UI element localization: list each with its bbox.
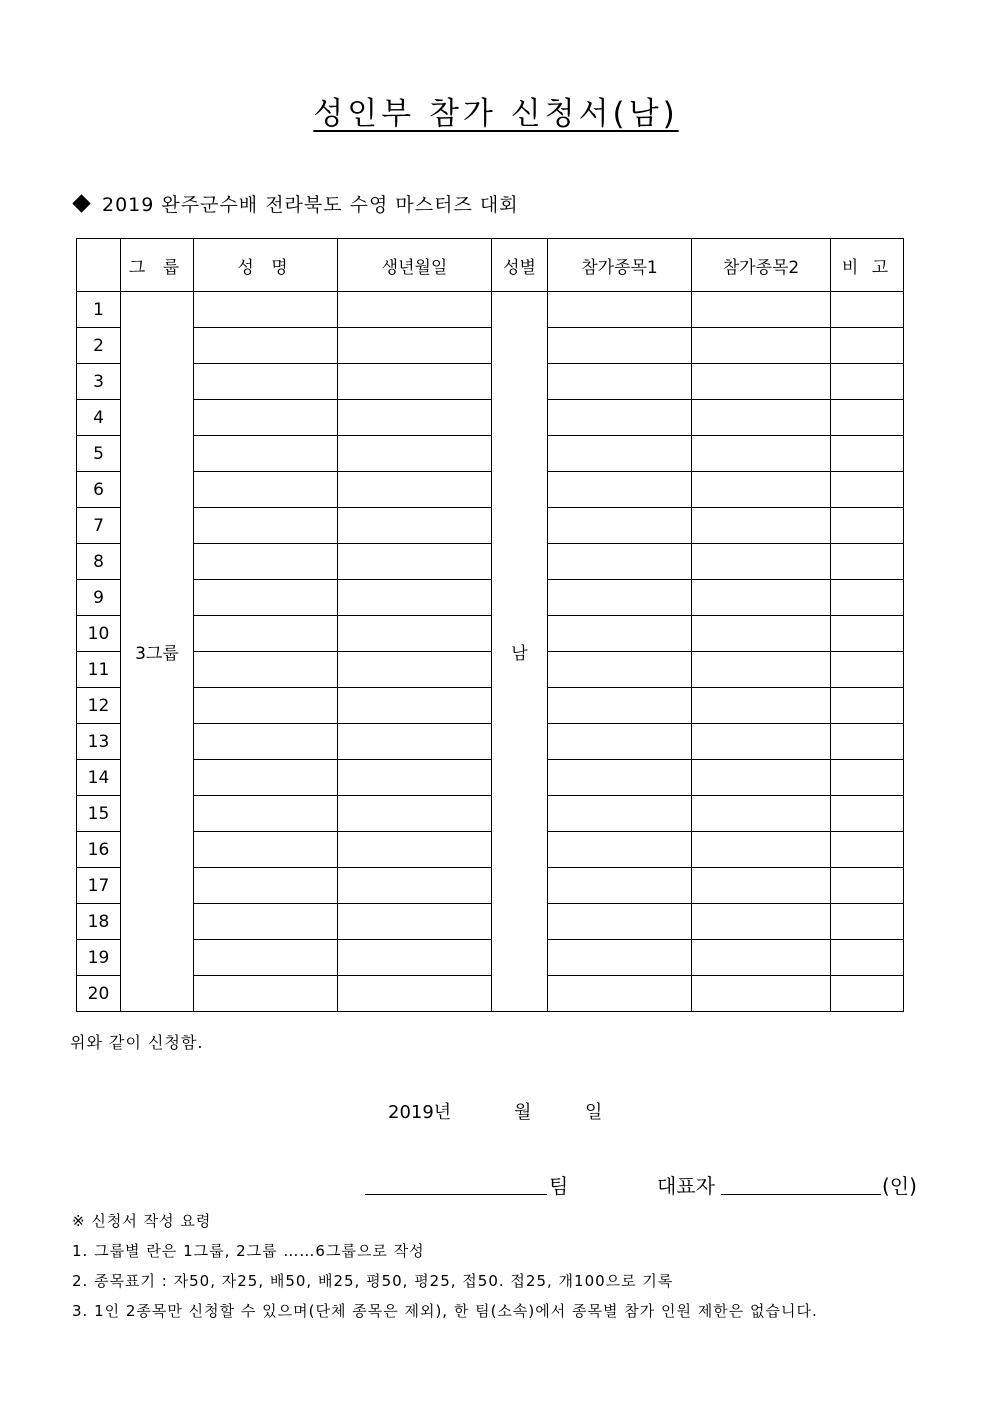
event2-cell[interactable] (692, 328, 831, 364)
remarks-cell[interactable] (831, 724, 904, 760)
birthdate-cell[interactable] (338, 796, 492, 832)
remarks-cell[interactable] (831, 292, 904, 328)
event2-cell[interactable] (692, 904, 831, 940)
name-cell[interactable] (194, 832, 338, 868)
birthdate-cell[interactable] (338, 508, 492, 544)
birthdate-cell[interactable] (338, 364, 492, 400)
table-header-row (77, 239, 904, 292)
birthdate-cell[interactable] (338, 940, 492, 976)
event2-cell[interactable] (692, 364, 831, 400)
birthdate-cell[interactable] (338, 904, 492, 940)
remarks-cell[interactable] (831, 508, 904, 544)
diamond-bullet-icon (72, 194, 90, 212)
event1-cell[interactable] (548, 724, 692, 760)
event2-cell[interactable] (692, 940, 831, 976)
name-cell[interactable] (194, 940, 338, 976)
event1-cell[interactable] (548, 544, 692, 580)
row-number: 7 (77, 508, 121, 544)
header-cell (77, 239, 121, 292)
row-number: 13 (77, 724, 121, 760)
row-number: 10 (77, 616, 121, 652)
event-line (72, 190, 519, 217)
birthdate-cell[interactable] (338, 724, 492, 760)
birthdate-cell[interactable] (338, 328, 492, 364)
table-row (77, 508, 904, 544)
guide-item: 2. 종목표기 : 자50, 자25, 배50, 배25, 평50, 평25, 접50. 접25, 개100으로 기록 (72, 1272, 674, 1290)
remarks-cell[interactable] (831, 940, 904, 976)
table-row (77, 652, 904, 688)
name-cell[interactable] (194, 760, 338, 796)
group-cell: 3그룹 (121, 292, 194, 1012)
event1-cell[interactable] (548, 364, 692, 400)
name-cell[interactable] (194, 724, 338, 760)
event1-cell[interactable] (548, 652, 692, 688)
header-cell-group: 그 룹 (121, 239, 194, 292)
event1-cell[interactable] (548, 580, 692, 616)
document-title: 성인부 참가 신청서(남) (313, 96, 679, 132)
birthdate-cell[interactable] (338, 580, 492, 616)
remarks-cell[interactable] (831, 904, 904, 940)
remarks-cell[interactable] (831, 328, 904, 364)
birthdate-cell[interactable] (338, 976, 492, 1012)
representative-name-field[interactable] (721, 1170, 881, 1195)
date-year: 2019년 (388, 1102, 452, 1123)
header-cell-remarks: 비 고 (831, 239, 904, 292)
row-number: 2 (77, 328, 121, 364)
table-row (77, 292, 904, 328)
remarks-cell[interactable] (831, 472, 904, 508)
event2-cell[interactable] (692, 292, 831, 328)
name-cell[interactable] (194, 364, 338, 400)
birthdate-cell[interactable] (338, 400, 492, 436)
remarks-cell[interactable] (831, 400, 904, 436)
name-cell[interactable] (194, 904, 338, 940)
event1-cell[interactable] (548, 796, 692, 832)
event1-cell[interactable] (548, 832, 692, 868)
event-name: 2019 완주군수배 전라북도 수영 마스터즈 대회 (102, 194, 519, 216)
date-day: 일 (585, 1102, 603, 1123)
birthdate-cell[interactable] (338, 868, 492, 904)
remarks-cell[interactable] (831, 832, 904, 868)
birthdate-cell[interactable] (338, 652, 492, 688)
event1-cell[interactable] (548, 760, 692, 796)
name-cell[interactable] (194, 796, 338, 832)
table-row (77, 400, 904, 436)
row-number: 1 (77, 292, 121, 328)
name-cell[interactable] (194, 580, 338, 616)
row-number: 5 (77, 436, 121, 472)
event2-cell[interactable] (692, 472, 831, 508)
remarks-cell[interactable] (831, 796, 904, 832)
table-row (77, 580, 904, 616)
name-cell[interactable] (194, 508, 338, 544)
header-cell-event2: 참가종목2 (692, 239, 831, 292)
remarks-cell[interactable] (831, 760, 904, 796)
remarks-cell[interactable] (831, 544, 904, 580)
birthdate-cell[interactable] (338, 436, 492, 472)
representative-label: 대표자 (657, 1174, 715, 1198)
table-row (77, 976, 904, 1012)
event1-cell[interactable] (548, 904, 692, 940)
header-cell-event1: 참가종목1 (548, 239, 692, 292)
row-number: 19 (77, 940, 121, 976)
name-cell[interactable] (194, 616, 338, 652)
event2-cell[interactable] (692, 976, 831, 1012)
event2-cell[interactable] (692, 760, 831, 796)
event1-cell[interactable] (548, 616, 692, 652)
applied-note: 위와 같이 신청함. (70, 1033, 204, 1052)
table-row (77, 544, 904, 580)
header-cell-birthdate: 생년월일 (338, 239, 492, 292)
remarks-cell[interactable] (831, 436, 904, 472)
table-row (77, 868, 904, 904)
row-number: 8 (77, 544, 121, 580)
document-title-wrap (0, 88, 992, 133)
gender-cell: 남 (492, 292, 548, 1012)
event1-cell[interactable] (548, 400, 692, 436)
header-cell-gender: 성별 (492, 239, 548, 292)
table-row (77, 436, 904, 472)
birthdate-cell[interactable] (338, 832, 492, 868)
row-number: 15 (77, 796, 121, 832)
team-label: 팀 (549, 1174, 569, 1198)
name-cell[interactable] (194, 544, 338, 580)
event2-cell[interactable] (692, 400, 831, 436)
seal-label: (인) (882, 1174, 917, 1198)
event1-cell[interactable] (548, 472, 692, 508)
name-cell[interactable] (194, 868, 338, 904)
remarks-cell[interactable] (831, 580, 904, 616)
row-number: 18 (77, 904, 121, 940)
event2-cell[interactable] (692, 868, 831, 904)
table-row (77, 940, 904, 976)
remarks-cell[interactable] (831, 364, 904, 400)
birthdate-cell[interactable] (338, 616, 492, 652)
table-row (77, 616, 904, 652)
event2-cell[interactable] (692, 688, 831, 724)
table-row (77, 472, 904, 508)
row-number: 4 (77, 400, 121, 436)
event2-cell[interactable] (692, 508, 831, 544)
remarks-cell[interactable] (831, 868, 904, 904)
event2-cell[interactable] (692, 436, 831, 472)
event1-cell[interactable] (548, 328, 692, 364)
event2-cell[interactable] (692, 544, 831, 580)
row-number: 16 (77, 832, 121, 868)
event1-cell[interactable] (548, 868, 692, 904)
table-row (77, 328, 904, 364)
event2-cell[interactable] (692, 796, 831, 832)
birthdate-cell[interactable] (338, 544, 492, 580)
row-number: 20 (77, 976, 121, 1012)
birthdate-cell[interactable] (338, 292, 492, 328)
team-name-field[interactable] (365, 1170, 547, 1195)
event1-cell[interactable] (548, 688, 692, 724)
event1-cell[interactable] (548, 292, 692, 328)
name-cell[interactable] (194, 400, 338, 436)
remarks-cell[interactable] (831, 976, 904, 1012)
guide-item: 1. 그룹별 란은 1그룹, 2그룹 ……6그룹으로 작성 (72, 1242, 425, 1260)
row-number: 17 (77, 868, 121, 904)
event2-cell[interactable] (692, 832, 831, 868)
remarks-cell[interactable] (831, 688, 904, 724)
header-cell-name: 성 명 (194, 239, 338, 292)
birthdate-cell[interactable] (338, 760, 492, 796)
guide-item: 3. 1인 2종목만 신청할 수 있으며(단체 종목은 제외), 한 팀(소속)에서 종목별 참가 인원 제한은 없습니다. (72, 1302, 818, 1320)
event1-cell[interactable] (548, 976, 692, 1012)
birthdate-cell[interactable] (338, 472, 492, 508)
row-number: 11 (77, 652, 121, 688)
event2-cell[interactable] (692, 580, 831, 616)
row-number: 9 (77, 580, 121, 616)
table-row (77, 796, 904, 832)
row-number: 12 (77, 688, 121, 724)
table-row (77, 688, 904, 724)
table-row (77, 724, 904, 760)
registration-table (76, 238, 904, 1012)
guide-title: ※ 신청서 작성 요령 (72, 1212, 212, 1230)
table-row (77, 832, 904, 868)
date-month: 월 (514, 1102, 532, 1123)
event2-cell[interactable] (692, 652, 831, 688)
remarks-cell[interactable] (831, 652, 904, 688)
table-row (77, 904, 904, 940)
name-cell[interactable] (194, 292, 338, 328)
event1-cell[interactable] (548, 940, 692, 976)
event2-cell[interactable] (692, 616, 831, 652)
birthdate-cell[interactable] (338, 688, 492, 724)
remarks-cell[interactable] (831, 616, 904, 652)
name-cell[interactable] (194, 688, 338, 724)
row-number: 3 (77, 364, 121, 400)
name-cell[interactable] (194, 328, 338, 364)
name-cell[interactable] (194, 472, 338, 508)
table-row (77, 364, 904, 400)
event2-cell[interactable] (692, 724, 831, 760)
event1-cell[interactable] (548, 508, 692, 544)
event1-cell[interactable] (548, 436, 692, 472)
name-cell[interactable] (194, 652, 338, 688)
row-number: 14 (77, 760, 121, 796)
name-cell[interactable] (194, 976, 338, 1012)
row-number: 6 (77, 472, 121, 508)
name-cell[interactable] (194, 436, 338, 472)
table-row (77, 760, 904, 796)
